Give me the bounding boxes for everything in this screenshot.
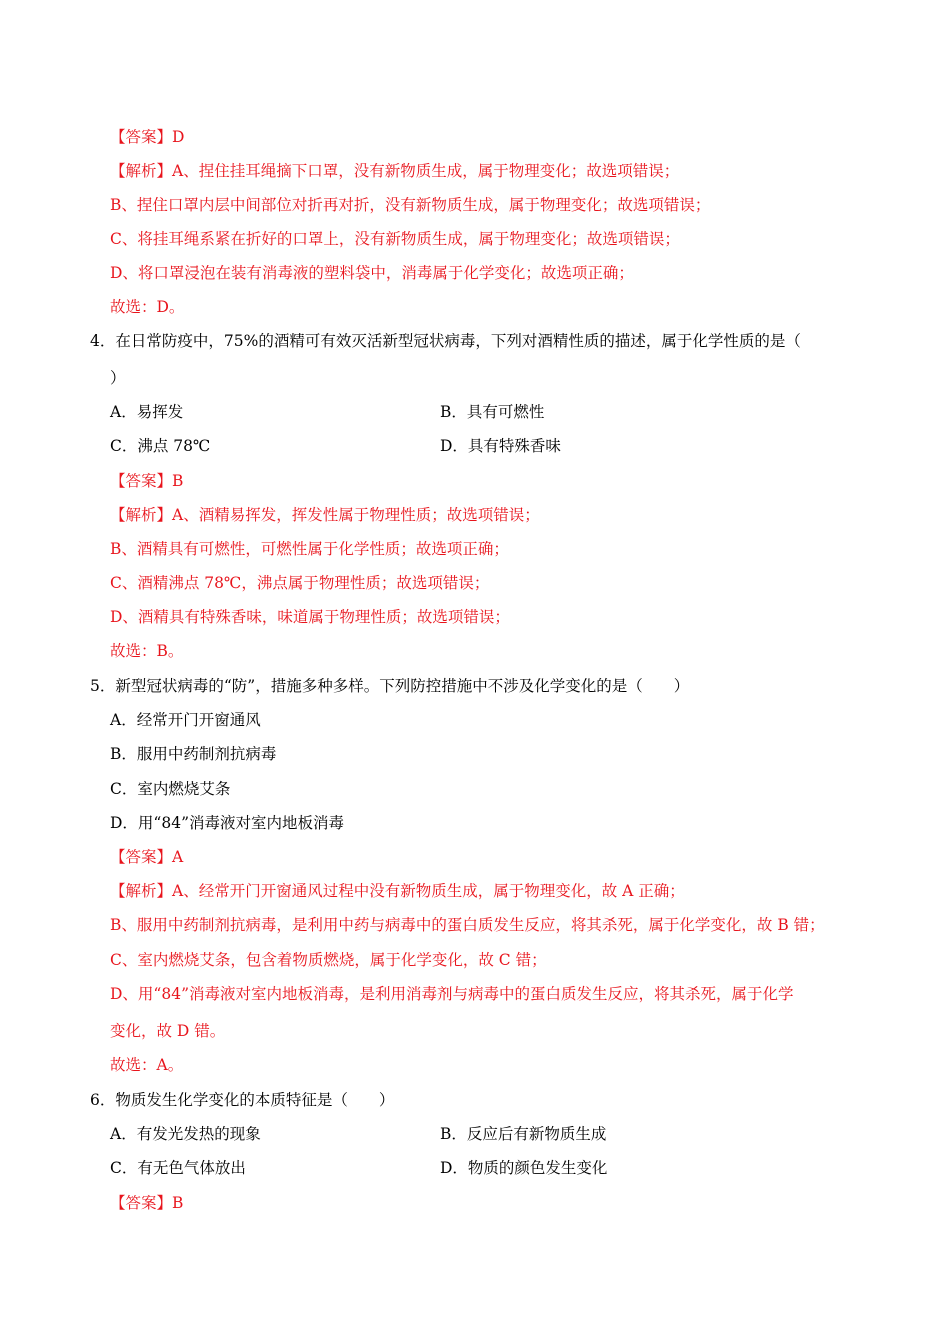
q5-option-b: B．服用中药制剂抗病毒 <box>110 745 277 763</box>
q3-analysis-line-3: C、将挂耳绳系紧在折好的口罩上，没有新物质生成，属于物理变化；故选项错误； <box>110 230 680 248</box>
q5-analysis-line-3: C、室内燃烧艾条，包含着物质燃烧，属于化学变化，故 C 错； <box>110 951 547 969</box>
q6-options-row-2 <box>110 1158 710 1178</box>
q4-analysis-line-3: C、酒精沸点 78℃，沸点属于物理性质；故选项错误； <box>110 574 490 592</box>
q4-analysis-line-4: D、酒精具有特殊香味，味道属于物理性质；故选项错误； <box>110 608 510 626</box>
q4-option-c: C．沸点 78℃ <box>110 437 211 455</box>
q4-analysis-line-1: 【解析】A、酒精易挥发，挥发性属于物理性质；故选项错误； <box>110 506 540 524</box>
q5-analysis-line-1: 【解析】A、经常开门开窗通风过程中没有新物质生成，属于物理变化，故 A 正确； <box>110 882 685 900</box>
q6-options-row-1 <box>110 1124 710 1144</box>
q5-conclusion: 故选：A。 <box>110 1056 184 1074</box>
q3-analysis-line-2: B、捏住口罩内层中间部位对折再对折，没有新物质生成，属于物理变化；故选项错误； <box>110 196 711 214</box>
q3-conclusion: 故选：D。 <box>110 298 185 316</box>
q3-answer: 【答案】D <box>110 128 185 146</box>
q5-analysis-line-5: 变化，故 D 错。 <box>110 1022 226 1040</box>
q4-analysis-line-2: B、酒精具有可燃性，可燃性属于化学性质；故选项正确； <box>110 540 509 558</box>
q3-analysis-line-1: 【解析】A、捏住挂耳绳摘下口罩，没有新物质生成，属于物理变化；故选项错误； <box>110 162 680 180</box>
q6-option-c: C．有无色气体放出 <box>110 1159 246 1177</box>
q4-stem-line-1: 4．在日常防疫中，75%的酒精可有效灭活新型冠状病毒，下列对酒精性质的描述，属于化学性质的是（ <box>90 332 801 350</box>
q6-answer: 【答案】B <box>110 1194 184 1212</box>
q4-answer: 【答案】B <box>110 472 184 490</box>
q5-analysis-line-4: D、用“84”消毒液对室内地板消毒，是利用消毒剂与病毒中的蛋白质发生反应，将其杀死，属于化学 <box>110 985 794 1003</box>
q4-option-d: D．具有特殊香味 <box>440 437 561 455</box>
q4-stem-line-2: ） <box>110 369 126 387</box>
q5-option-d: D．用“84”消毒液对室内地板消毒 <box>110 814 344 832</box>
q5-option-c: C．室内燃烧艾条 <box>110 780 231 798</box>
q4-options-row-1 <box>110 402 710 422</box>
q4-option-b: B．具有可燃性 <box>440 403 545 421</box>
q4-option-a: A．易挥发 <box>110 403 184 421</box>
q4-conclusion: 故选：B。 <box>110 642 184 660</box>
q5-stem: 5．新型冠状病毒的“防”，措施多种多样。下列防控措施中不涉及化学变化的是（ ） <box>90 677 690 695</box>
q5-answer: 【答案】A <box>110 848 184 866</box>
q4-options-row-2 <box>110 436 710 456</box>
q5-option-a: A．经常开门开窗通风 <box>110 711 261 729</box>
q6-option-d: D．物质的颜色发生变化 <box>440 1159 608 1177</box>
q6-option-b: B．反应后有新物质生成 <box>440 1125 607 1143</box>
q6-stem: 6．物质发生化学变化的本质特征是（ ） <box>90 1091 395 1109</box>
q5-analysis-line-2: B、服用中药制剂抗病毒，是利用中药与病毒中的蛋白质发生反应，将其杀死，属于化学变化，故 B 错； <box>110 916 825 934</box>
q6-option-a: A．有发光发热的现象 <box>110 1125 261 1143</box>
q3-analysis-line-4: D、将口罩浸泡在装有消毒液的塑料袋中，消毒属于化学变化；故选项正确； <box>110 264 634 282</box>
